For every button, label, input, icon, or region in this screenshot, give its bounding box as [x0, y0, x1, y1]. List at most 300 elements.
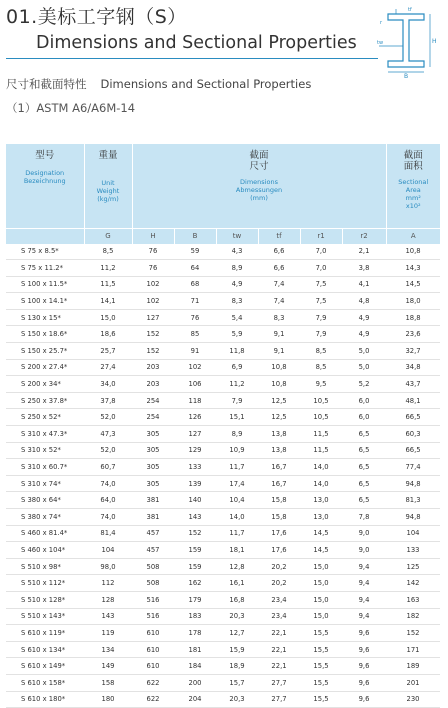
value-cell: 181 — [174, 641, 216, 658]
value-cell: 15,5 — [300, 691, 342, 708]
value-cell: 27,7 — [258, 691, 300, 708]
value-cell: 5,4 — [216, 309, 258, 326]
value-cell: 18,1 — [216, 542, 258, 559]
table-row — [6, 392, 440, 409]
value-cell: 3,8 — [342, 260, 386, 277]
value-cell: 6,6 — [258, 244, 300, 260]
table-row — [6, 608, 440, 625]
designation-cell: S 75 x 11.2* — [6, 260, 84, 277]
value-cell: 152 — [132, 343, 174, 360]
table-row — [6, 260, 440, 277]
designation-cell: S 380 x 74* — [6, 509, 84, 526]
value-cell: 76 — [132, 244, 174, 260]
header-designation: 型号 Designation Bezeichnung — [6, 144, 84, 228]
value-cell: 11,5 — [300, 426, 342, 443]
value-cell: 77,4 — [386, 459, 440, 476]
value-cell: 9,6 — [342, 641, 386, 658]
value-cell: 200 — [174, 674, 216, 691]
value-cell: 6,0 — [342, 392, 386, 409]
value-cell: 22,1 — [258, 658, 300, 675]
value-cell: 15,0 — [300, 575, 342, 592]
value-cell: 91 — [174, 343, 216, 360]
value-cell: 5,9 — [216, 326, 258, 343]
value-cell: 16,8 — [216, 591, 258, 608]
value-cell: 20,2 — [258, 558, 300, 575]
value-cell: 158 — [84, 674, 132, 691]
value-cell: 22,1 — [258, 641, 300, 658]
value-cell: 143 — [174, 509, 216, 526]
table-row — [6, 691, 440, 708]
value-cell: 66,5 — [386, 409, 440, 426]
title-english: Dimensions and Sectional Properties — [36, 33, 357, 53]
value-cell: 23,4 — [258, 608, 300, 625]
symbol-cell: r1 — [300, 228, 342, 244]
subtitle-chinese: 尺寸和截面特性 — [6, 77, 87, 91]
value-cell: 171 — [386, 641, 440, 658]
designation-cell: S 610 x 134* — [6, 641, 84, 658]
value-cell: 112 — [84, 575, 132, 592]
value-cell: 508 — [132, 575, 174, 592]
value-cell: 59 — [174, 244, 216, 260]
value-cell: 9,6 — [342, 625, 386, 642]
diagram-label-r: r — [380, 20, 383, 26]
value-cell: 305 — [132, 442, 174, 459]
value-cell: 14,5 — [300, 525, 342, 542]
value-cell: 48,1 — [386, 392, 440, 409]
value-cell: 125 — [386, 558, 440, 575]
diagram-label-b: B — [404, 73, 409, 78]
value-cell: 610 — [132, 658, 174, 675]
value-cell: 34,8 — [386, 359, 440, 376]
value-cell: 11,2 — [84, 260, 132, 277]
value-cell: 127 — [174, 426, 216, 443]
value-cell: 457 — [132, 525, 174, 542]
value-cell: 14,5 — [300, 542, 342, 559]
value-cell: 6,5 — [342, 492, 386, 509]
designation-cell: S 100 x 11.5* — [6, 276, 84, 293]
value-cell: 13,8 — [258, 442, 300, 459]
value-cell: 15,1 — [216, 409, 258, 426]
table-row — [6, 426, 440, 443]
value-cell: 152 — [132, 326, 174, 343]
symbol-cell: tw — [216, 228, 258, 244]
value-cell: 12,5 — [258, 409, 300, 426]
value-cell: 102 — [174, 359, 216, 376]
value-cell: 9,0 — [342, 525, 386, 542]
value-cell: 8,5 — [300, 359, 342, 376]
value-cell: 25,7 — [84, 343, 132, 360]
value-cell: 610 — [132, 625, 174, 642]
value-cell: 17,6 — [258, 525, 300, 542]
value-cell: 15,5 — [300, 674, 342, 691]
value-cell: 20,3 — [216, 608, 258, 625]
value-cell: 139 — [174, 475, 216, 492]
value-cell: 4,9 — [342, 309, 386, 326]
title-chinese: 01.美标工字钢（S） — [6, 6, 187, 28]
value-cell: 118 — [174, 392, 216, 409]
value-cell: 34,0 — [84, 376, 132, 393]
value-cell: 5,2 — [342, 376, 386, 393]
designation-cell: S 310 x 47.3* — [6, 426, 84, 443]
value-cell: 43,7 — [386, 376, 440, 393]
value-cell: 52,0 — [84, 409, 132, 426]
value-cell: 381 — [132, 492, 174, 509]
value-cell: 8,9 — [216, 260, 258, 277]
value-cell: 4,9 — [216, 276, 258, 293]
value-cell: 14,0 — [300, 459, 342, 476]
value-cell: 6,5 — [342, 426, 386, 443]
value-cell: 15,5 — [300, 625, 342, 642]
diagram-label-h: H — [432, 38, 437, 45]
value-cell: 508 — [132, 558, 174, 575]
designation-cell: S 610 x 149* — [6, 658, 84, 675]
standard-label: （1）ASTM A6/A6M-14 — [6, 101, 136, 115]
value-cell: 81,4 — [84, 525, 132, 542]
value-cell: 610 — [132, 641, 174, 658]
value-cell: 140 — [174, 492, 216, 509]
value-cell: 7,9 — [300, 326, 342, 343]
value-cell: 7,5 — [300, 293, 342, 310]
value-cell: 7,0 — [300, 244, 342, 260]
value-cell: 102 — [132, 293, 174, 310]
value-cell: 85 — [174, 326, 216, 343]
value-cell: 4,3 — [216, 244, 258, 260]
value-cell: 12,7 — [216, 625, 258, 642]
value-cell: 104 — [84, 542, 132, 559]
value-cell: 4,9 — [342, 326, 386, 343]
value-cell: 163 — [386, 591, 440, 608]
diagram-label-tf: tf — [408, 7, 412, 13]
value-cell: 305 — [132, 459, 174, 476]
designation-cell: S 510 x 112* — [6, 575, 84, 592]
subtitle-english: Dimensions and Sectional Properties — [100, 77, 312, 91]
value-cell: 81,3 — [386, 492, 440, 509]
designation-cell: S 510 x 143* — [6, 608, 84, 625]
value-cell: 6,5 — [342, 475, 386, 492]
value-cell: 143 — [84, 608, 132, 625]
value-cell: 9,4 — [342, 608, 386, 625]
table-row — [6, 641, 440, 658]
value-cell: 126 — [174, 409, 216, 426]
symbol-cell: A — [386, 228, 440, 244]
table-row — [6, 558, 440, 575]
value-cell: 106 — [174, 376, 216, 393]
value-cell: 14,3 — [386, 260, 440, 277]
value-cell: 254 — [132, 392, 174, 409]
symbol-cell: B — [174, 228, 216, 244]
value-cell: 74,0 — [84, 509, 132, 526]
value-cell: 182 — [386, 608, 440, 625]
value-cell: 15,5 — [300, 658, 342, 675]
designation-cell: S 460 x 81.4* — [6, 525, 84, 542]
value-cell: 184 — [174, 658, 216, 675]
value-cell: 119 — [84, 625, 132, 642]
value-cell: 94,8 — [386, 509, 440, 526]
value-cell: 178 — [174, 625, 216, 642]
symbol-cell: tf — [258, 228, 300, 244]
value-cell: 15,7 — [216, 674, 258, 691]
designation-cell: S 380 x 64* — [6, 492, 84, 509]
value-cell: 10,5 — [300, 392, 342, 409]
table-row — [6, 459, 440, 476]
value-cell: 7,8 — [342, 509, 386, 526]
designation-cell: S 75 x 8.5* — [6, 244, 84, 260]
table-row — [6, 244, 440, 260]
table-row — [6, 343, 440, 360]
value-cell: 18,0 — [386, 293, 440, 310]
diagram-label-tw: tw — [377, 40, 384, 46]
value-cell: 9,1 — [258, 343, 300, 360]
table-row — [6, 525, 440, 542]
value-cell: 10,4 — [216, 492, 258, 509]
value-cell: 15,0 — [300, 591, 342, 608]
value-cell: 14,5 — [386, 276, 440, 293]
value-cell: 4,8 — [342, 293, 386, 310]
value-cell: 14,0 — [300, 475, 342, 492]
value-cell: 64,0 — [84, 492, 132, 509]
value-cell: 94,8 — [386, 475, 440, 492]
value-cell: 20,3 — [216, 691, 258, 708]
designation-cell: S 250 x 37.8* — [6, 392, 84, 409]
symbol-cell — [6, 228, 84, 244]
designation-cell: S 610 x 158* — [6, 674, 84, 691]
value-cell: 127 — [132, 309, 174, 326]
value-cell: 6,0 — [342, 409, 386, 426]
value-cell: 179 — [174, 591, 216, 608]
table-row — [6, 625, 440, 642]
table-row — [6, 442, 440, 459]
value-cell: 159 — [174, 542, 216, 559]
table-row — [6, 475, 440, 492]
dimensions-table-wrap — [6, 144, 440, 708]
designation-cell: S 100 x 14.1* — [6, 293, 84, 310]
value-cell: 15,0 — [84, 309, 132, 326]
table-row — [6, 674, 440, 691]
header-dimensions: 截面 尺寸 Dimensions Abmessungen (mm) — [132, 144, 386, 228]
value-cell: 9,5 — [300, 376, 342, 393]
symbol-cell: H — [132, 228, 174, 244]
value-cell: 12,8 — [216, 558, 258, 575]
value-cell: 9,1 — [258, 326, 300, 343]
value-cell: 15,8 — [258, 492, 300, 509]
value-cell: 152 — [174, 525, 216, 542]
value-cell: 230 — [386, 691, 440, 708]
value-cell: 8,5 — [84, 244, 132, 260]
designation-cell: S 610 x 119* — [6, 625, 84, 642]
table-row — [6, 575, 440, 592]
value-cell: 622 — [132, 691, 174, 708]
value-cell: 134 — [84, 641, 132, 658]
value-cell: 15,8 — [258, 509, 300, 526]
value-cell: 7,4 — [258, 293, 300, 310]
value-cell: 7,0 — [300, 260, 342, 277]
value-cell: 17,4 — [216, 475, 258, 492]
value-cell: 129 — [174, 442, 216, 459]
designation-cell: S 150 x 25.7* — [6, 343, 84, 360]
table-row — [6, 409, 440, 426]
value-cell: 9,4 — [342, 575, 386, 592]
value-cell: 60,3 — [386, 426, 440, 443]
value-cell: 149 — [84, 658, 132, 675]
table-symbol-row — [6, 228, 440, 244]
value-cell: 10,8 — [258, 376, 300, 393]
value-cell: 27,4 — [84, 359, 132, 376]
symbol-cell: G — [84, 228, 132, 244]
value-cell: 32,7 — [386, 343, 440, 360]
value-cell: 8,5 — [300, 343, 342, 360]
value-cell: 76 — [132, 260, 174, 277]
value-cell: 8,9 — [216, 426, 258, 443]
header-weight: 重量 Unit Weight (kg/m) — [84, 144, 132, 228]
value-cell: 204 — [174, 691, 216, 708]
value-cell: 7,5 — [300, 276, 342, 293]
value-cell: 11,5 — [300, 442, 342, 459]
value-cell: 16,7 — [258, 475, 300, 492]
value-cell: 305 — [132, 426, 174, 443]
designation-cell: S 610 x 180* — [6, 691, 84, 708]
designation-cell: S 310 x 74* — [6, 475, 84, 492]
designation-cell: S 460 x 104* — [6, 542, 84, 559]
value-cell: 189 — [386, 658, 440, 675]
value-cell: 11,8 — [216, 343, 258, 360]
value-cell: 133 — [174, 459, 216, 476]
designation-cell: S 310 x 60.7* — [6, 459, 84, 476]
value-cell: 66,5 — [386, 442, 440, 459]
value-cell: 15,0 — [300, 608, 342, 625]
value-cell: 104 — [386, 525, 440, 542]
page-title — [6, 6, 378, 54]
value-cell: 8,3 — [216, 293, 258, 310]
designation-cell: S 250 x 52* — [6, 409, 84, 426]
value-cell: 7,9 — [300, 309, 342, 326]
value-cell: 7,4 — [258, 276, 300, 293]
value-cell: 11,7 — [216, 525, 258, 542]
value-cell: 7,9 — [216, 392, 258, 409]
value-cell: 516 — [132, 608, 174, 625]
value-cell: 10,8 — [386, 244, 440, 260]
value-cell: 18,6 — [84, 326, 132, 343]
title-divider — [6, 58, 378, 59]
value-cell: 6,5 — [342, 442, 386, 459]
table-header-row — [6, 144, 440, 228]
value-cell: 22,1 — [258, 625, 300, 642]
value-cell: 254 — [132, 409, 174, 426]
symbol-cell: r2 — [342, 228, 386, 244]
value-cell: 9,4 — [342, 558, 386, 575]
value-cell: 201 — [386, 674, 440, 691]
value-cell: 9,0 — [342, 542, 386, 559]
value-cell: 15,5 — [300, 641, 342, 658]
value-cell: 20,2 — [258, 575, 300, 592]
value-cell: 37,8 — [84, 392, 132, 409]
table-row — [6, 326, 440, 343]
value-cell: 17,6 — [258, 542, 300, 559]
value-cell: 457 — [132, 542, 174, 559]
value-cell: 5,0 — [342, 343, 386, 360]
table-row — [6, 293, 440, 310]
value-cell: 76 — [174, 309, 216, 326]
subtitle — [6, 76, 311, 92]
value-cell: 9,6 — [342, 658, 386, 675]
value-cell: 203 — [132, 376, 174, 393]
designation-cell: S 310 x 52* — [6, 442, 84, 459]
value-cell: 622 — [132, 674, 174, 691]
designation-cell: S 200 x 34* — [6, 376, 84, 393]
table-row — [6, 542, 440, 559]
table-body — [6, 244, 440, 708]
designation-cell: S 510 x 98* — [6, 558, 84, 575]
value-cell: 2,1 — [342, 244, 386, 260]
value-cell: 15,9 — [216, 641, 258, 658]
designation-cell: S 130 x 15* — [6, 309, 84, 326]
value-cell: 13,0 — [300, 492, 342, 509]
value-cell: 16,7 — [258, 459, 300, 476]
value-cell: 11,7 — [216, 459, 258, 476]
value-cell: 98,0 — [84, 558, 132, 575]
value-cell: 71 — [174, 293, 216, 310]
table-row — [6, 376, 440, 393]
value-cell: 203 — [132, 359, 174, 376]
value-cell: 10,5 — [300, 409, 342, 426]
value-cell: 18,8 — [386, 309, 440, 326]
value-cell: 68 — [174, 276, 216, 293]
value-cell: 162 — [174, 575, 216, 592]
value-cell: 60,7 — [84, 459, 132, 476]
value-cell: 9,6 — [342, 691, 386, 708]
value-cell: 12,5 — [258, 392, 300, 409]
table-row — [6, 509, 440, 526]
value-cell: 64 — [174, 260, 216, 277]
value-cell: 142 — [386, 575, 440, 592]
value-cell: 11,2 — [216, 376, 258, 393]
value-cell: 52,0 — [84, 442, 132, 459]
value-cell: 15,0 — [300, 558, 342, 575]
value-cell: 27,7 — [258, 674, 300, 691]
value-cell: 6,9 — [216, 359, 258, 376]
table-row — [6, 359, 440, 376]
table-row — [6, 276, 440, 293]
value-cell: 16,1 — [216, 575, 258, 592]
value-cell: 9,6 — [342, 674, 386, 691]
value-cell: 9,4 — [342, 591, 386, 608]
value-cell: 74,0 — [84, 475, 132, 492]
value-cell: 13,0 — [300, 509, 342, 526]
table-row — [6, 492, 440, 509]
i-beam-diagram — [374, 6, 440, 78]
value-cell: 102 — [132, 276, 174, 293]
table-row — [6, 658, 440, 675]
value-cell: 381 — [132, 509, 174, 526]
dimensions-table — [6, 144, 440, 708]
value-cell: 6,6 — [258, 260, 300, 277]
value-cell: 183 — [174, 608, 216, 625]
value-cell: 152 — [386, 625, 440, 642]
table-row — [6, 591, 440, 608]
value-cell: 47,3 — [84, 426, 132, 443]
designation-cell: S 200 x 27.4* — [6, 359, 84, 376]
value-cell: 4,1 — [342, 276, 386, 293]
designation-cell: S 150 x 18.6* — [6, 326, 84, 343]
value-cell: 23,6 — [386, 326, 440, 343]
value-cell: 6,5 — [342, 459, 386, 476]
value-cell: 5,0 — [342, 359, 386, 376]
value-cell: 305 — [132, 475, 174, 492]
value-cell: 8,3 — [258, 309, 300, 326]
value-cell: 10,8 — [258, 359, 300, 376]
value-cell: 10,9 — [216, 442, 258, 459]
value-cell: 23,4 — [258, 591, 300, 608]
value-cell: 516 — [132, 591, 174, 608]
